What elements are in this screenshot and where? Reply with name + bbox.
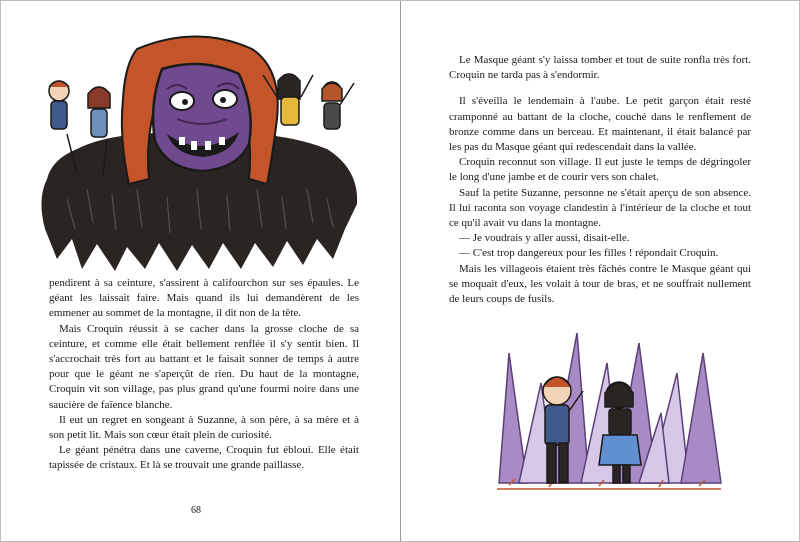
giant-mask-illustration [27, 29, 367, 273]
crystal-cave-illustration [489, 323, 729, 495]
right-page [401, 1, 800, 541]
left-page [1, 1, 400, 541]
right-paragraph-5: — Je voudrais y aller aussi, disait-elle. [459, 232, 630, 245]
left-paragraph-3: Il eut un regret en songeant à Suzanne, à son père, à sa mère et à son petit lit. Mais son cœur était plein de curiosité. [49, 413, 359, 442]
right-paragraph-4: Sauf la petite Suzanne, personne ne s'était aperçu de son absence. Il lui raconta son voyage clandestin à l'intérieur de la cloche et tout ce qu'il avait vu dans la montagne. [449, 186, 751, 230]
left-paragraph-2: Mais Croquin réussit à se cacher dans la grosse cloche de sa ceinture, et comme elle était bellement renflée il s'y sentit bien. Il s'accrochait très fort au battant et le faisait sonner de temps à autre pour que le géant ne s'aperçût de rien. Du haut de la montagne, Croquin vit son village, pas plus grand qu'une fourmi noire dans une saucière de faïence blanche. [49, 322, 359, 411]
right-paragraph-3: Croquin reconnut son village. Il eut juste le temps de dégringoler le long d'une jambe et de courir vers son chalet. [449, 156, 751, 184]
right-page-text [449, 53, 751, 307]
left-page-text [49, 276, 359, 474]
page-number: 68 [191, 505, 201, 516]
giant-eye-left [170, 92, 194, 110]
right-paragraph-2: Il s'éveilla le lendemain à l'aube. Le petit garçon était resté cramponné au battant de la cloche, couché dans le renflement de bronze comme dans un berceau. Et maintenant, il était balancé par les pas du Masque géant qui redescendait dans la vallée. [449, 95, 751, 154]
right-paragraph-1: Le Masque géant s'y laissa tomber et tout de suite ronfla très fort. Croquin ne tarda pas à s'endormir. [449, 54, 751, 82]
right-paragraph-7: Mais les villageois étaient très fâchés contre le Masque géant qui se moquait d'eux, les volait à tour de bras, et ne souffrait nullement de leurs coups de fusils. [449, 262, 751, 306]
left-paragraph-1: pendirent à sa ceinture, s'assirent à califourchon sur ses épaules. Le géant les laissait faire. Mais quand ils lui demandèrent de les emmener au sommet de la montagne, il dit non de la tête. [49, 277, 359, 320]
right-paragraph-6: — C'est trop dangereux pour les filles ! répondait Croquin. [459, 247, 719, 260]
left-paragraph-4: Le géant pénétra dans une caverne, Croquin fut ébloui. Elle était tapissée de cristaux. Et là se trouvait une grande paillasse. [49, 444, 359, 472]
